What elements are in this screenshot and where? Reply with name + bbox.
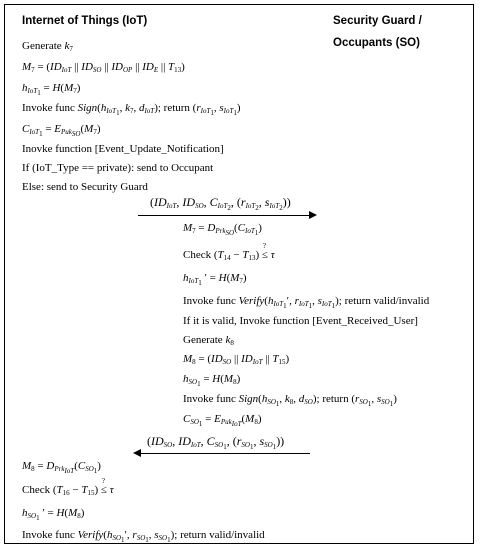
so-step-8: $h_{SO_1} = H(M_8)$ <box>183 373 241 388</box>
so-step-5: If it is valid, Invoke function [Event_Received_User] <box>183 315 418 327</box>
so-step-10: $C_{SO_1} = E_{Puk_{IoT}}(M_8)$ <box>183 413 262 428</box>
iot-step-4: Invoke func $Sign(h_{IoT_1}$, $k_7$, $d_{IoT}$); return ($r_{IoT_1}$, $s_{IoT_1}$) <box>22 102 241 117</box>
iot-step-7: If (IoT_Type == private): send to Occupant <box>22 162 214 174</box>
so-step-1: $M_7 = D_{Prk_{SO}}(C_{IoT_1})$ <box>183 222 262 237</box>
so-header-line1: Security Guard / <box>333 15 422 27</box>
iot-step-3: $h_{IoT_1} = H(M_7)$ <box>22 82 81 97</box>
arrow-to-iot-head <box>133 449 141 457</box>
iot-step-2: $M_7 = (ID_{IoT}$ || $ID_{SO}$ || $ID_{OP}$ || $ID_E$ || $T_{13}$) <box>22 61 185 74</box>
iot-final-step-4: Invoke func $Verify(h_{SO_1}'$, $r_{SO_1}$, $s_{SO_1}$); return valid/invalid <box>22 529 265 544</box>
so-step-7: $M_8 = (ID_{SO}$ || $ID_{IoT}$ || $T_{15}$) <box>183 353 290 366</box>
so-step-2: Check $(T_{14} - T_{13})$ ≤ ? τ <box>183 242 275 262</box>
iot-step-6: Inovke function [Event_Update_Notification] <box>22 143 224 155</box>
iot-step-1: Generate $k_7$ <box>22 40 73 53</box>
so-step-9: Invoke func $Sign(h_{SO_1}$, $k_8$, $d_{SO}$); return ($r_{SO_1}$, $s_{SO_1}$) <box>183 393 397 408</box>
arrow-to-so-head <box>309 211 317 219</box>
message-to-so-label: ($ID_{IoT}$, $ID_{SO}$, $C_{IoT_2}$, ($r_{IoT_2}$, $s_{IoT_2}$)) <box>150 195 291 212</box>
arrow-to-iot-line <box>140 453 310 454</box>
iot-header: Internet of Things (IoT) <box>22 15 148 27</box>
so-step-4: Invoke func $Verify(h_{IoT_1}'$, $r_{IoT_1}$, $s_{IoT_1}$); return valid/invalid <box>183 295 430 310</box>
iot-step-8: Else: send to Security Guard <box>22 181 148 193</box>
iot-final-step-1: $M_8 = D_{Prk_{IoT}}(C_{SO_1})$ <box>22 460 101 475</box>
message-to-iot-label: ($ID_{SO}$, $ID_{IoT}$, $C_{SO_1}$, ($r_{SO_1}$, $s_{SO_1}$)) <box>147 434 285 451</box>
so-step-3: $h_{IoT_1}$ ′ = $H(M_7)$ <box>183 272 247 287</box>
iot-final-step-3: $h_{SO_1}$ ′ = $H(M_8)$ <box>22 507 85 522</box>
iot-final-step-2: Check $(T_{16} - T_{15})$ ≤ ? τ <box>22 477 114 497</box>
iot-step-5: $C_{IoT_1} = E_{Puk_{SO}}(M_7)$ <box>22 123 101 138</box>
so-step-6: Generate $k_8$ <box>183 334 234 347</box>
arrow-to-so-line <box>138 215 310 216</box>
so-header-line2: Occupants (SO) <box>333 37 420 49</box>
